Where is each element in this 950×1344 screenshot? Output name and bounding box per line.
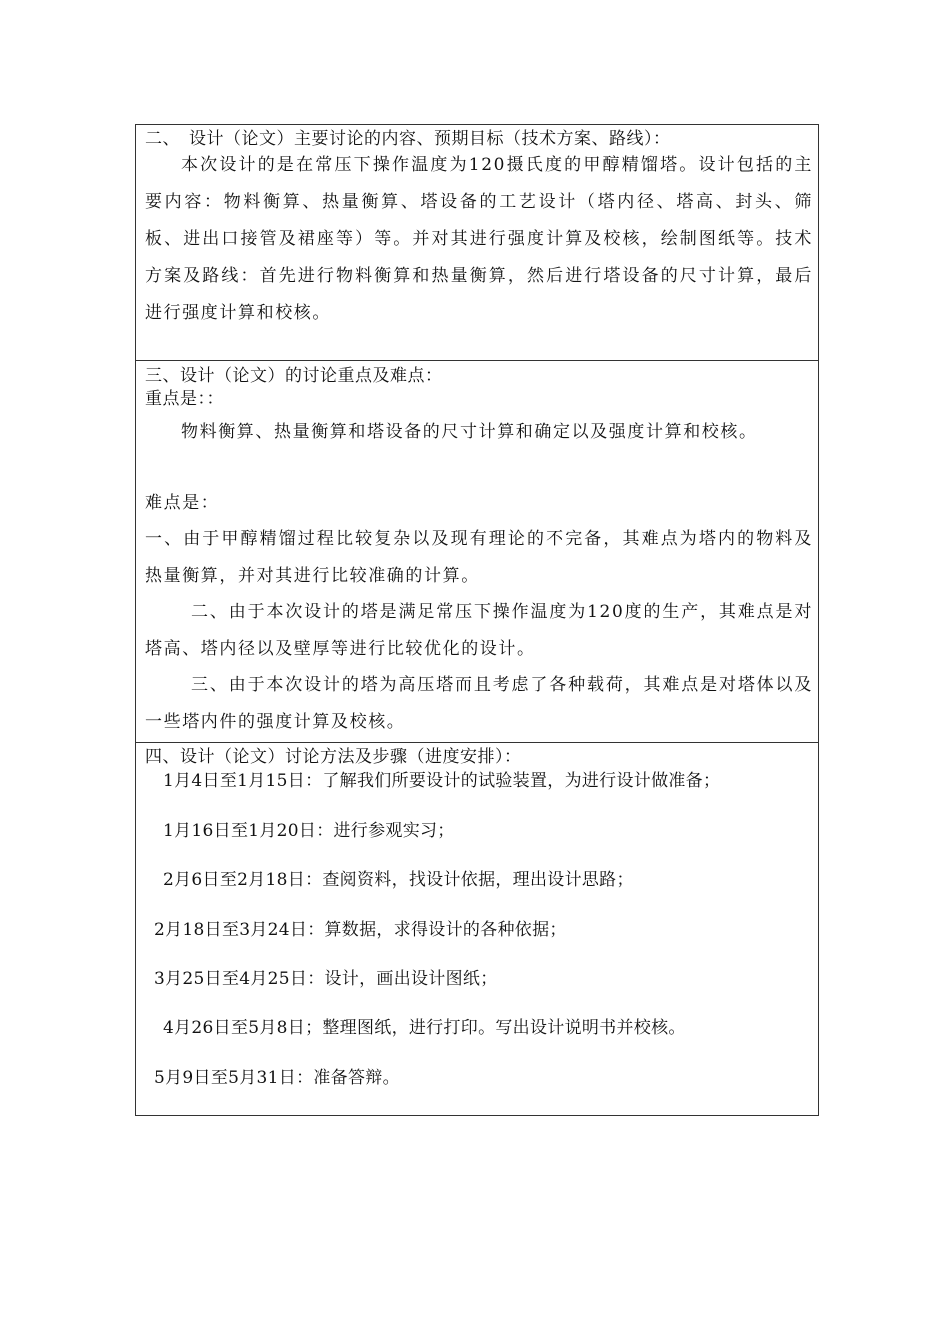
section-schedule — [136, 742, 818, 1116]
section-heading: 四、设计（论文）讨论方法及步骤（进度安排）： — [145, 747, 522, 767]
section-heading: 二、 设计（论文）主要讨论的内容、预期目标（技术方案、路线）： — [145, 129, 671, 149]
difficulty-item: 三、由于本次设计的塔为高压塔而且考虑了各种载荷，其难点是对塔体以及一些塔内件的强度计算及校核。 — [145, 675, 813, 732]
key-points-body: 物料衡算、热量衡算和塔设备的尺寸计算和确定以及强度计算和校核。 — [181, 422, 758, 442]
key-points-label: 重点是：： — [145, 389, 224, 409]
section-heading: 三、设计（论文）的讨论重点及难点： — [145, 366, 443, 386]
schedule-item: 5月9日至5月31日：准备答辩。 — [154, 1068, 400, 1088]
schedule-item: 4月26日至5月8日；整理图纸，进行打印。写出设计说明书并校核。 — [163, 1018, 686, 1038]
schedule-item: 2月18日至3月24日：算数据，求得设计的各种依据； — [154, 920, 567, 940]
section-key-points — [136, 360, 818, 742]
difficult-points-label: 难点是： — [145, 493, 220, 513]
schedule-item: 2月6日至2月18日：查阅资料，找设计依据，理出设计思路； — [163, 870, 634, 890]
difficulty-item: 一、由于甲醇精馏过程比较复杂以及现有理论的不完备，其难点为塔内的物料及热量衡算，并对其进行比较准确的计算。 — [145, 529, 813, 586]
schedule-item: 1月16日至1月20日：进行参观实习； — [163, 821, 455, 841]
difficulty-item: 二、由于本次设计的塔是满足常压下操作温度为120度的生产，其难点是对塔高、塔内径以及壁厚等进行比较优化的设计。 — [145, 602, 813, 659]
schedule-item: 1月4日至1月15日：了解我们所要设计的试验装置，为进行设计做准备； — [163, 771, 721, 791]
schedule-item: 3月25日至4月25日：设计，画出设计图纸； — [154, 969, 498, 989]
section-research-content — [136, 125, 818, 360]
section-body: 本次设计的是在常压下操作温度为120摄氏度的甲醇精馏塔。设计包括的主要内容：物料衡算、热量衡算、塔设备的工艺设计（塔内径、塔高、封头、筛板、进出口接管及裙座等）等。并对其进行强度计算及校核，绘制图纸等。技术方案及路线：首先进行物料衡算和热量衡算，然后进行塔设备的尺寸计算，最后进行强度计算和校核。 — [145, 155, 813, 323]
proposal-table — [135, 124, 819, 1116]
